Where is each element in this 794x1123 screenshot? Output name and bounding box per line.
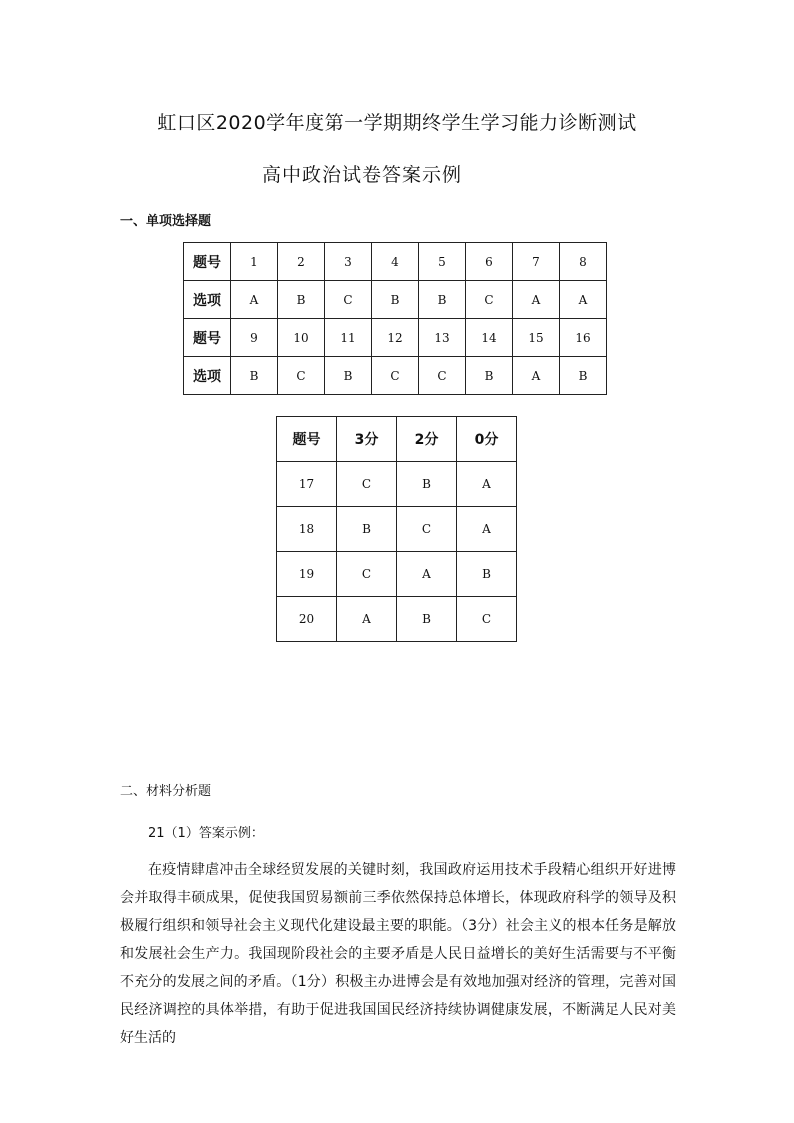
table-cell: C xyxy=(278,357,325,395)
table-cell: B xyxy=(325,357,372,395)
table-row xyxy=(184,281,607,319)
table-cell: 1 xyxy=(231,243,278,281)
table-cell: C xyxy=(419,357,466,395)
table-cell: B xyxy=(278,281,325,319)
row-label: 选项 xyxy=(184,281,231,319)
table-row xyxy=(277,597,517,642)
document-title: 虹口区2020学年度第一学期期终学生学习能力诊断测试 xyxy=(157,112,637,134)
column-header: 0分 xyxy=(457,417,517,462)
table-header-row xyxy=(277,417,517,462)
table-cell: 7 xyxy=(513,243,560,281)
table-row xyxy=(184,319,607,357)
table-cell: A xyxy=(457,507,517,552)
table-cell: C xyxy=(337,462,397,507)
table-cell: A xyxy=(560,281,607,319)
table-cell: 5 xyxy=(419,243,466,281)
table-cell: 9 xyxy=(231,319,278,357)
scored-choice-answer-table xyxy=(276,416,517,642)
table-cell: C xyxy=(397,507,457,552)
table-cell: 14 xyxy=(466,319,513,357)
table-row xyxy=(277,507,517,552)
table-cell: A xyxy=(513,281,560,319)
answer-paragraph: 在疫情肆虐冲击全球经贸发展的关键时刻，我国政府运用技术手段精心组织开好进博会并取得丰硕成果，促使我国贸易额前三季依然保持总体增长，体现政府科学的领导及积极履行组织和领导社会主义现代化建设最主要的职能。（3分）社会主义的根本任务是解放和发展社会生产力。我国现阶段社会的主要矛盾是人民日益增长的美好生活需要与不平衡不充分的发展之间的矛盾。（1分）积极主办进博会是有效地加强对经济的管理，完善对国民经济调控的具体举措，有助于促进我国国民经济持续协调健康发展，不断满足人民对美好生活的 xyxy=(120,862,676,1046)
table-cell: A xyxy=(513,357,560,395)
table-cell: 16 xyxy=(560,319,607,357)
table-cell: B xyxy=(397,462,457,507)
table-cell: B xyxy=(372,281,419,319)
table-cell: 15 xyxy=(513,319,560,357)
column-header: 2分 xyxy=(397,417,457,462)
table-cell: B xyxy=(231,357,278,395)
table-cell: 12 xyxy=(372,319,419,357)
table-cell: B xyxy=(560,357,607,395)
multiple-choice-answer-table xyxy=(183,242,607,395)
table-cell: B xyxy=(457,552,517,597)
table-cell: 4 xyxy=(372,243,419,281)
question-label: 21（1）答案示例： xyxy=(148,826,264,841)
table-cell: C xyxy=(372,357,419,395)
table-cell: 2 xyxy=(278,243,325,281)
table-cell: C xyxy=(337,552,397,597)
table-cell: 20 xyxy=(277,597,337,642)
row-label: 题号 xyxy=(184,243,231,281)
table-cell: 13 xyxy=(419,319,466,357)
table-row xyxy=(184,243,607,281)
table-cell: C xyxy=(457,597,517,642)
table-cell: 19 xyxy=(277,552,337,597)
table-cell: A xyxy=(337,597,397,642)
column-header: 题号 xyxy=(277,417,337,462)
table-cell: B xyxy=(466,357,513,395)
table-cell: A xyxy=(231,281,278,319)
table-cell: B xyxy=(337,507,397,552)
row-label: 选项 xyxy=(184,357,231,395)
table-cell: 6 xyxy=(466,243,513,281)
row-label: 题号 xyxy=(184,319,231,357)
table-row xyxy=(277,462,517,507)
table-cell: B xyxy=(419,281,466,319)
table-cell: 8 xyxy=(560,243,607,281)
document-subtitle: 高中政治试卷答案示例 xyxy=(262,164,463,186)
table-row xyxy=(277,552,517,597)
table-cell: A xyxy=(397,552,457,597)
table-row xyxy=(184,357,607,395)
section-heading-material-analysis: 二、材料分析题 xyxy=(120,784,212,799)
table-cell: 3 xyxy=(325,243,372,281)
table-cell: 18 xyxy=(277,507,337,552)
table-cell: C xyxy=(325,281,372,319)
table-cell: 10 xyxy=(278,319,325,357)
column-header: 3分 xyxy=(337,417,397,462)
table-cell: A xyxy=(457,462,517,507)
table-cell: B xyxy=(397,597,457,642)
table-cell: C xyxy=(466,281,513,319)
section-heading-multiple-choice: 一、单项选择题 xyxy=(120,214,212,229)
table-cell: 17 xyxy=(277,462,337,507)
table-cell: 11 xyxy=(325,319,372,357)
